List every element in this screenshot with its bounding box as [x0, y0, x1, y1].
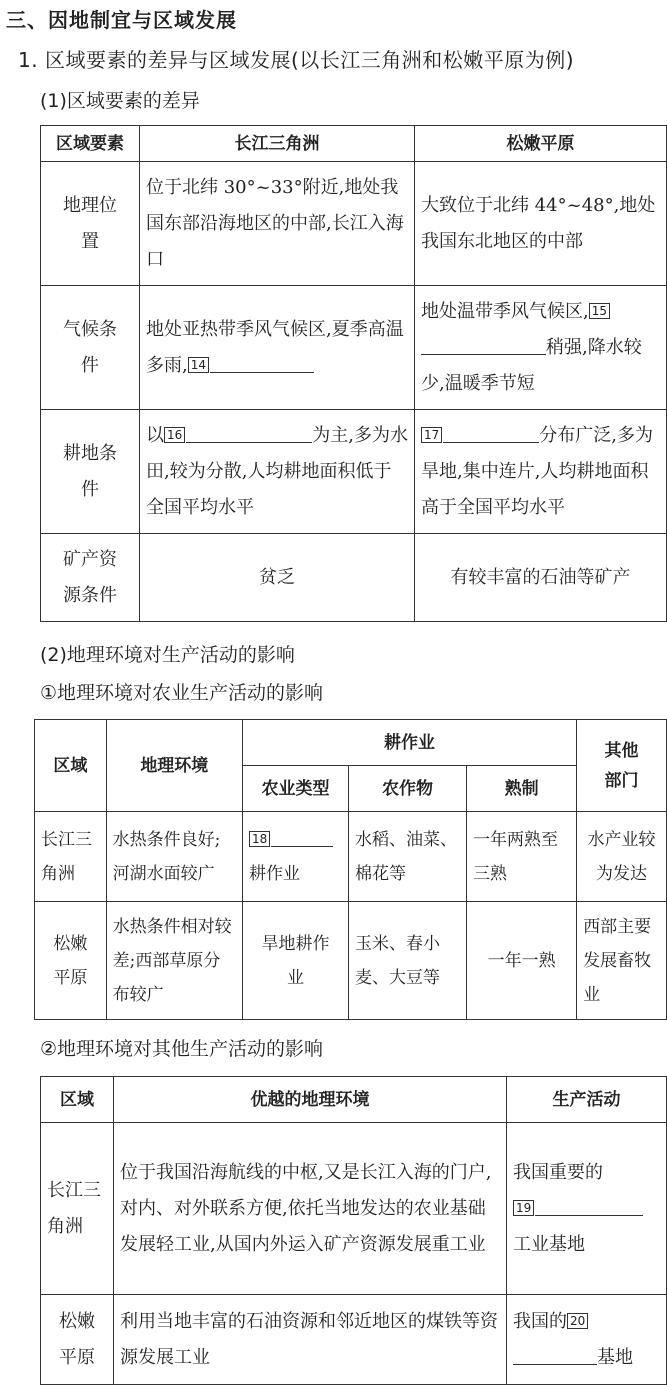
header-farming: 耕作业: [242, 720, 576, 766]
cell-system: 一年一熟: [467, 902, 577, 1020]
header-env: 地理环境: [106, 720, 242, 812]
answer-blank-19[interactable]: [535, 1195, 643, 1216]
row-label: 耕地条件: [41, 410, 140, 534]
table-row: [41, 162, 667, 286]
header-crop: 农作物: [348, 766, 466, 812]
header-songnen: 松嫩平原: [415, 126, 667, 162]
header-yangtze: 长江三角洲: [140, 126, 415, 162]
cell-region: 松嫩平原: [35, 902, 107, 1020]
table-row: [41, 410, 667, 534]
cell-type: 旱地耕作业: [242, 902, 348, 1020]
table-row: [41, 286, 667, 410]
cell-other: 水产业较为发达: [577, 812, 667, 902]
cell-yangtze: 以 16 为主,多为水田,较为分散,人均耕地面积低于全国平均水平: [140, 410, 415, 534]
blank-number-17: 17: [421, 427, 442, 443]
table-row: [41, 1123, 667, 1295]
answer-blank-17[interactable]: [443, 422, 539, 443]
answer-blank-18[interactable]: [271, 826, 333, 847]
row-label: 矿产资源条件: [41, 534, 140, 622]
header-activity: 生产活动: [507, 1077, 667, 1123]
section-title: 三、因地制宜与区域发展: [6, 8, 237, 32]
row-label: 地理位置: [41, 162, 140, 286]
cell-songnen: 地处温带季风气候区, 15稍强,降水较少,温暖季节短: [415, 286, 667, 410]
answer-blank-14[interactable]: [210, 352, 314, 373]
cell-type: 18 耕作业: [242, 812, 348, 902]
part2-heading: (2)地理环境对生产活动的影响: [40, 644, 295, 666]
cell-songnen: 17 分布广泛,多为旱地,集中连片,人均耕地面积高于全国平均水平: [415, 410, 667, 534]
part2a-heading: ①地理环境对农业生产活动的影响: [40, 682, 324, 704]
subtitle: 1. 区域要素的差异与区域发展(以长江三角洲和松嫩平原为例): [18, 48, 575, 72]
cell-env: 水热条件良好;河湖水面较广: [106, 812, 242, 902]
table-row: [35, 812, 667, 902]
blank-number-19: 19: [513, 1200, 534, 1216]
cell-songnen: 大致位于北纬 44°~48°,地处我国东北地区的中部: [415, 162, 667, 286]
cell-crop: 玉米、春小麦、大豆等: [348, 902, 466, 1020]
row-label: 气候条件: [41, 286, 140, 410]
blank-number-14: 14: [188, 357, 209, 373]
header-other: 其他部门: [577, 720, 667, 812]
blank-number-16: 16: [164, 427, 185, 443]
blank-number-20: 20: [567, 1313, 588, 1329]
cell-crop: 水稻、油菜、棉花等: [348, 812, 466, 902]
cell-system: 一年两熟至三熟: [467, 812, 577, 902]
cell-songnen: 有较丰富的石油等矿产: [415, 534, 667, 622]
answer-blank-15[interactable]: [421, 334, 546, 355]
cell-env: 利用当地丰富的石油资源和邻近地区的煤铁等资源发展工业: [114, 1295, 507, 1385]
blank-number-18: 18: [249, 831, 270, 847]
cell-env: 位于我国沿海航线的中枢,又是长江入海的门户,对内、对外联系方便,依托当地发达的农业基础发展轻工业,从国内外运入矿产资源发展重工业: [114, 1123, 507, 1295]
cell-yangtze: 地处亚热带季风气候区,夏季高温多雨, 14: [140, 286, 415, 410]
blank-number-15: 15: [589, 303, 610, 319]
header-factor: 区域要素: [41, 126, 140, 162]
header-region: 区域: [41, 1077, 114, 1123]
cell-region: 长江三角洲: [41, 1123, 114, 1295]
agriculture-table: [34, 719, 667, 1020]
region-factors-table: [40, 125, 667, 622]
cell-env: 水热条件相对较差;西部草原分布较广: [106, 902, 242, 1020]
cell-region: 长江三角洲: [35, 812, 107, 902]
cell-yangtze: 位于北纬 30°~33°附近,地处我国东部沿海地区的中部,长江入海口: [140, 162, 415, 286]
cell-activity: 我国的 20 基地: [507, 1295, 667, 1385]
header-system: 熟制: [467, 766, 577, 812]
header-region: 区域: [35, 720, 107, 812]
header-type: 农业类型: [242, 766, 348, 812]
answer-blank-16[interactable]: [186, 422, 312, 443]
cell-yangtze: 贫乏: [140, 534, 415, 622]
cell-region: 松嫩平原: [41, 1295, 114, 1385]
cell-other: 西部主要发展畜牧业: [577, 902, 667, 1020]
part2b-heading: ②地理环境对其他生产活动的影响: [40, 1038, 324, 1060]
table-row: [35, 902, 667, 1020]
other-activities-table: [40, 1076, 667, 1385]
answer-blank-20[interactable]: [513, 1344, 597, 1365]
table-row: [41, 1295, 667, 1385]
table-row: [41, 534, 667, 622]
part1-heading: (1)区域要素的差异: [40, 90, 200, 112]
header-env: 优越的地理环境: [114, 1077, 507, 1123]
cell-activity: 我国重要的 19 工业基地: [507, 1123, 667, 1295]
